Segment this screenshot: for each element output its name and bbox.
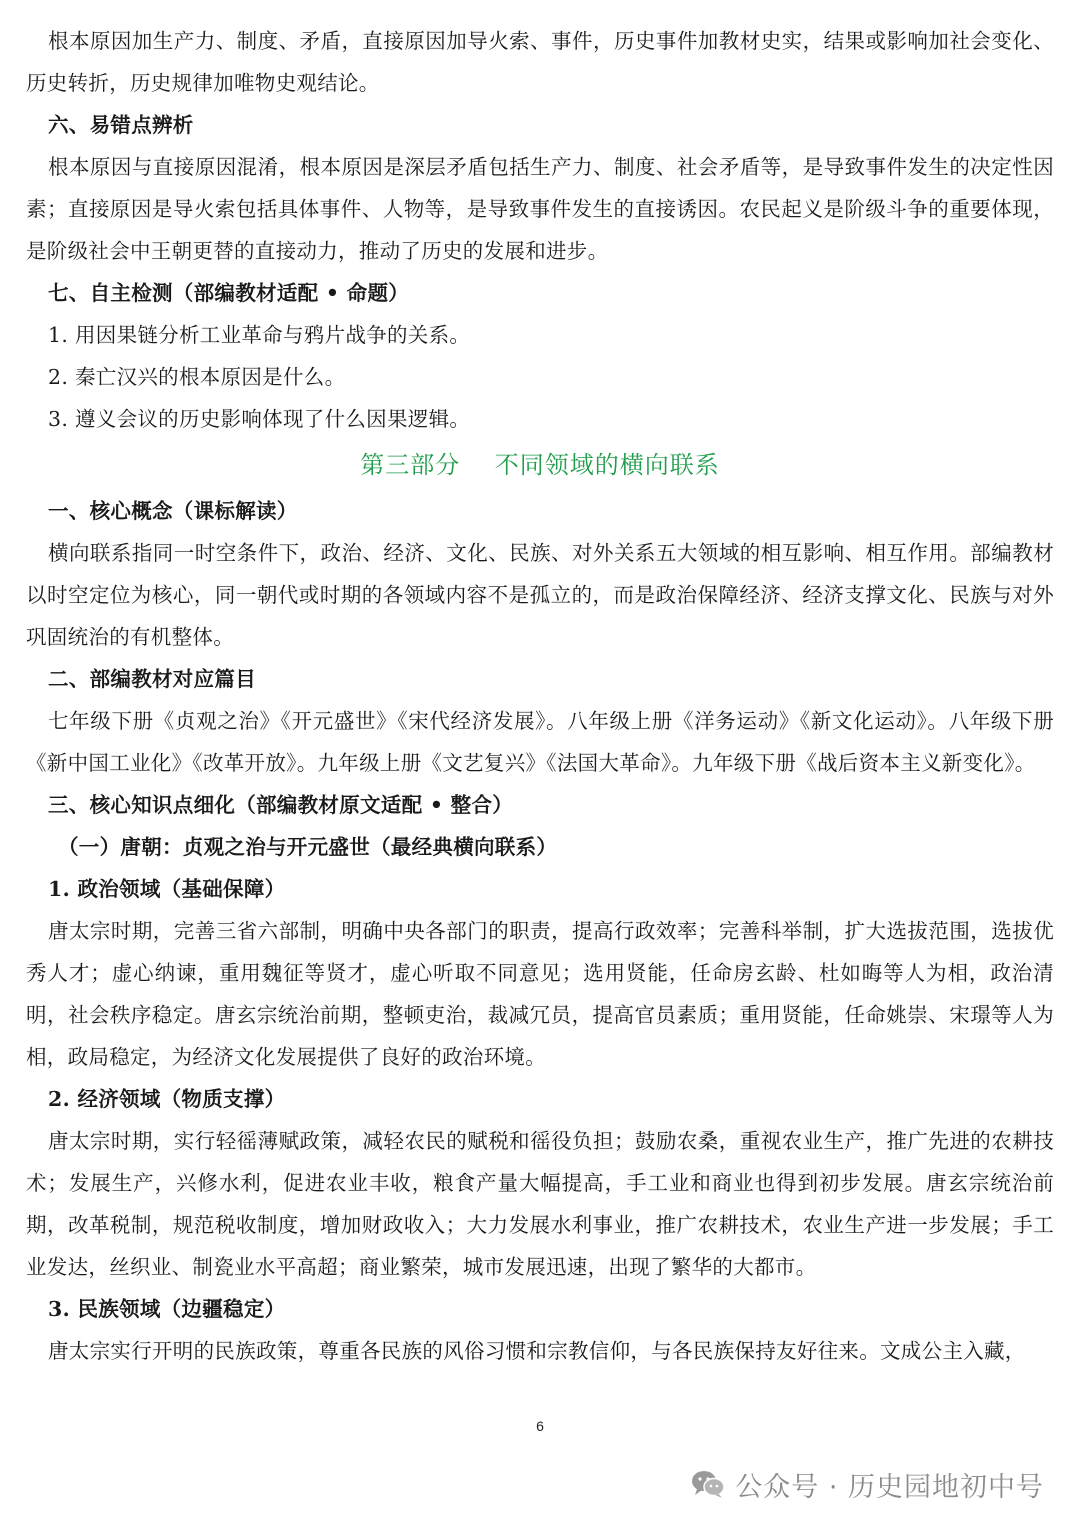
paragraph: 唐太宗时期，实行轻徭薄赋政策，减轻农民的赋税和徭役负担；鼓励农桑，重视农业生产，推广先进的农耕技术；发展生产，兴修水利，促进农业丰收，粮食产量大幅提高，手工业和商业也得到初步发展。唐玄宗统治前期，改革税制，规范税收制度，增加财政收入；大力发展水利事业，推广农耕技术，农业生产进一步发展；手工业发达，丝织业、制瓷业水平高超；商业繁荣，城市发展迅速，出现了繁华的大都市。 xyxy=(26,1129,1054,1279)
paragraph: 根本原因加生产力、制度、矛盾，直接原因加导火索、事件，历史事件加教材史实，结果或影响加社会变化、历史转折，历史规律加唯物史观结论。 xyxy=(26,29,1054,95)
section-heading: 七、自主检测（部编教材适配 • 命题） xyxy=(48,281,410,305)
watermark xyxy=(691,1462,1044,1506)
paragraph: 唐太宗实行开明的民族政策，尊重各民族的风俗习惯和宗教信仰，与各民族保持友好往来。文成公主入藏， xyxy=(48,1339,1026,1363)
section-heading: 六、易错点辨析 xyxy=(48,113,194,137)
section-heading: 2. 经济领域（物质支撑） xyxy=(48,1087,286,1111)
subsection-heading: （一）唐朝：贞观之治与开元盛世（最经典横向联系） xyxy=(58,835,558,859)
part-title: 第三部分 不同领域的横向联系 xyxy=(360,451,720,479)
list-item: 3. 遵义会议的历史影响体现了什么因果逻辑。 xyxy=(48,407,471,431)
wechat-icon xyxy=(691,1469,725,1499)
section-heading: 三、核心知识点细化（部编教材原文适配 • 整合） xyxy=(48,793,514,817)
document-body xyxy=(26,20,1054,1372)
paragraph: 根本原因与直接原因混淆，根本原因是深层矛盾包括生产力、制度、社会矛盾等，是导致事件发生的决定性因素；直接原因是导火索包括具体事件、人物等，是导致事件发生的直接诱因。农民起义是阶级斗争的重要体现，是阶级社会中王朝更替的直接动力，推动了历史的发展和进步。 xyxy=(26,155,1054,263)
watermark-text: 公众号 · 历史园地初中号 xyxy=(735,1471,1044,1503)
section-heading: 1. 政治领域（基础保障） xyxy=(48,877,286,901)
section-heading: 二、部编教材对应篇目 xyxy=(48,667,256,691)
page-number: 6 xyxy=(536,1418,544,1434)
section-heading: 一、核心概念（课标解读） xyxy=(48,499,298,523)
paragraph: 横向联系指同一时空条件下，政治、经济、文化、民族、对外关系五大领域的相互影响、相互作用。部编教材以时空定位为核心，同一朝代或时期的各领域内容不是孤立的，而是政治保障经济、经济支撑文化、民族与对外巩固统治的有机整体。 xyxy=(26,541,1054,649)
paragraph: 唐太宗时期，完善三省六部制，明确中央各部门的职责，提高行政效率；完善科举制，扩大选拔范围，选拔优秀人才；虚心纳谏，重用魏征等贤才，虚心听取不同意见；选用贤能，任命房玄龄、杜如晦等人为相，政治清明，社会秩序稳定。唐玄宗统治前期，整顿吏治，裁减冗员，提高官员素质；重用贤能，任命姚崇、宋璟等人为相，政局稳定，为经济文化发展提供了良好的政治环境。 xyxy=(26,919,1054,1069)
list-item: 2. 秦亡汉兴的根本原因是什么。 xyxy=(48,365,346,389)
section-heading: 3. 民族领域（边疆稳定） xyxy=(48,1297,286,1321)
paragraph: 七年级下册《贞观之治》《开元盛世》《宋代经济发展》。八年级上册《洋务运动》《新文化运动》。八年级下册《新中国工业化》《改革开放》。九年级上册《文艺复兴》《法国大革命》。九年级下册《战后资本主义新变化》。 xyxy=(26,709,1054,775)
list-item: 1. 用因果链分析工业革命与鸦片战争的关系。 xyxy=(48,323,471,347)
